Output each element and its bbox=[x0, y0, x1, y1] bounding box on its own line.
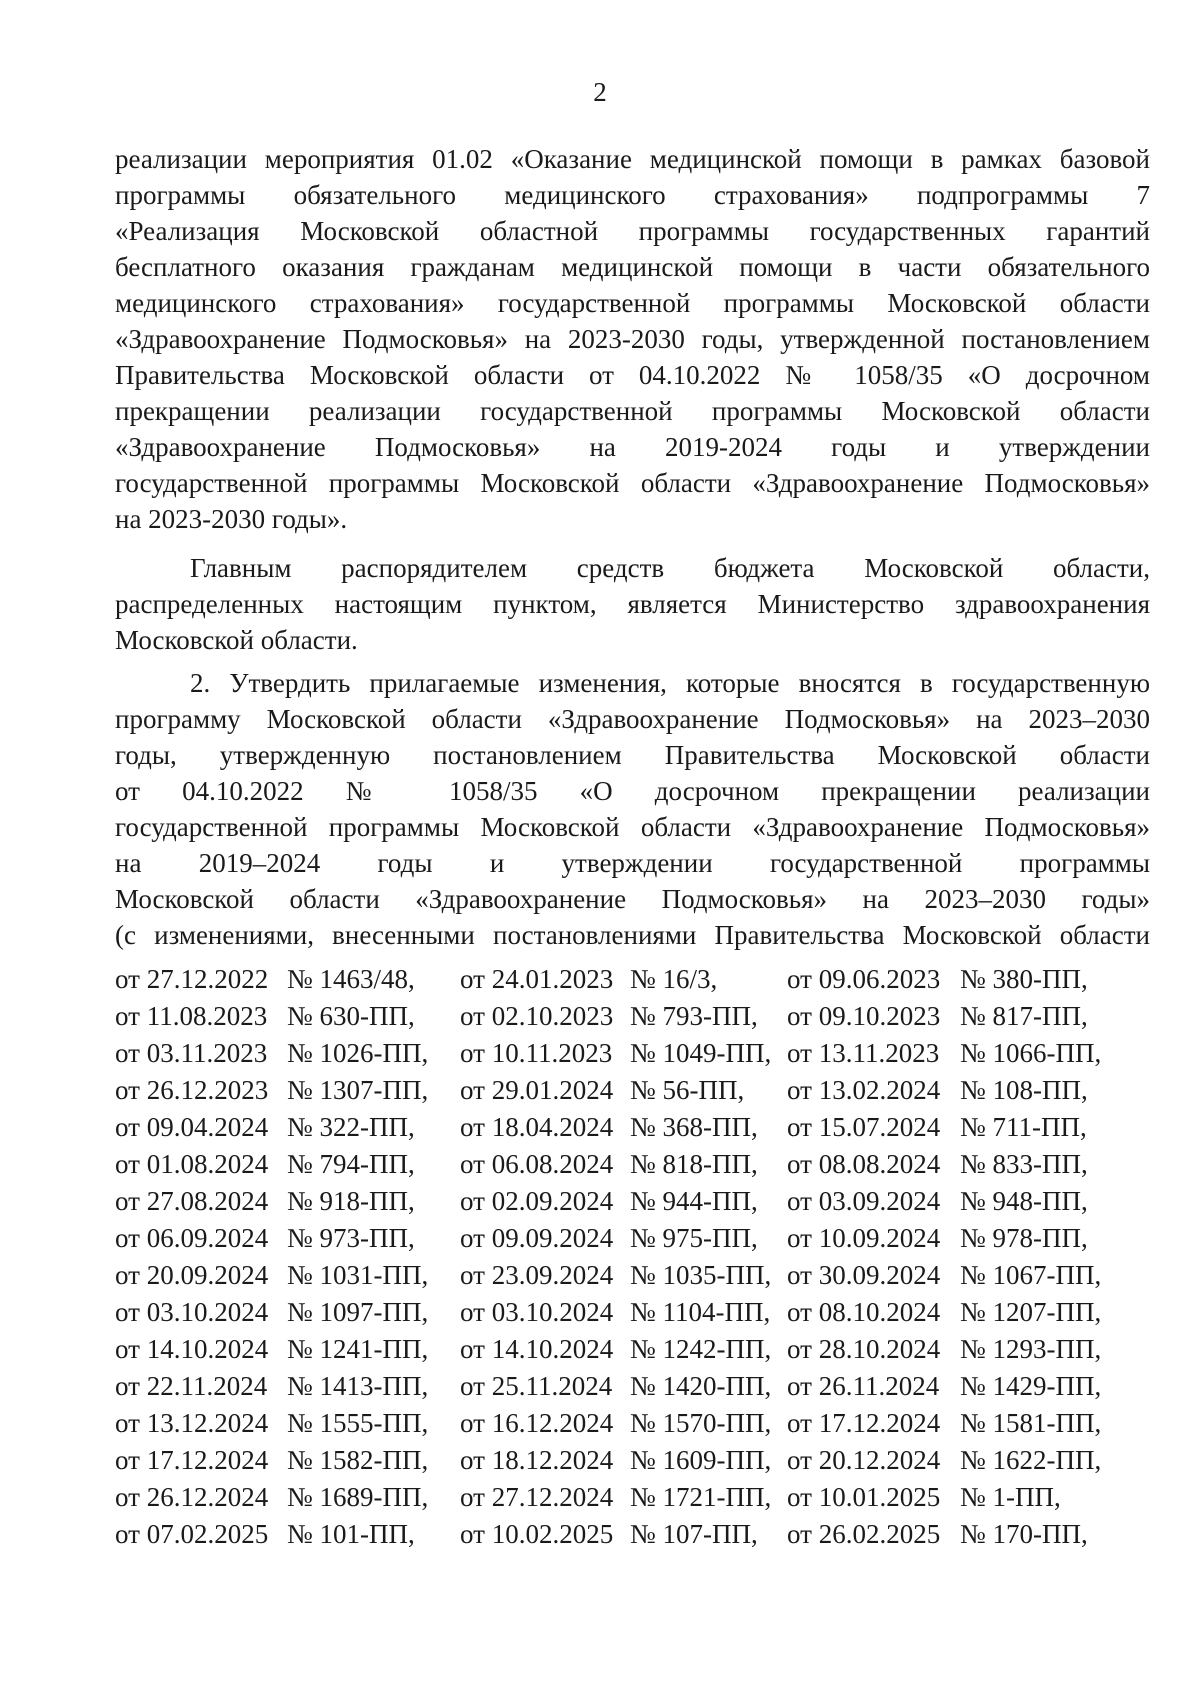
decree-number: № 975-ПП, bbox=[630, 1223, 758, 1253]
decree-number: № 170-ПП, bbox=[960, 1519, 1088, 1549]
decree-date: от 09.10.2023 bbox=[787, 1001, 941, 1031]
decree-date: от 08.08.2024 bbox=[787, 1149, 941, 1179]
decree-number: № 833-ПП, bbox=[960, 1149, 1088, 1179]
decree-date: от 03.11.2023 bbox=[115, 1038, 268, 1068]
decree-date: от 26.02.2025 bbox=[787, 1519, 941, 1549]
decree-number: № 101-ПП, bbox=[287, 1519, 415, 1549]
decree-number: № 711-ПП, bbox=[960, 1112, 1087, 1142]
decree-number: № 1689-ПП, bbox=[287, 1482, 429, 1512]
decree-number: № 56-ПП, bbox=[630, 1075, 745, 1105]
text-line: Главным распорядителем средств бюджета Московской области, bbox=[190, 553, 1150, 583]
paragraph-budget-manager bbox=[115, 550, 1150, 658]
decree-date: от 07.02.2025 bbox=[115, 1519, 269, 1549]
text-line: «Здравоохранение Подмосковья» на 2019-2024 годы и утверждении bbox=[115, 432, 1150, 462]
decree-date: от 13.02.2024 bbox=[787, 1075, 941, 1105]
decree-row bbox=[115, 1516, 1150, 1553]
decree-row bbox=[115, 1257, 1150, 1294]
page-number: 2 bbox=[593, 77, 607, 107]
decree-row bbox=[115, 998, 1150, 1035]
decree-date: от 10.02.2025 bbox=[460, 1519, 614, 1549]
decree-number: № 1097-ПП, bbox=[287, 1297, 429, 1327]
decree-number: № 1420-ПП, bbox=[630, 1371, 772, 1401]
decree-date: от 02.09.2024 bbox=[460, 1186, 614, 1216]
decree-row bbox=[115, 1331, 1150, 1368]
decree-date: от 10.01.2025 bbox=[787, 1482, 941, 1512]
decree-number: № 793-ПП, bbox=[630, 1001, 758, 1031]
decree-date: от 06.08.2024 bbox=[460, 1149, 614, 1179]
decree-number: № 1207-ПП, bbox=[960, 1297, 1102, 1327]
text-line: прекращении реализации государственной программы Московской области bbox=[115, 396, 1150, 426]
decree-number: № 1307-ПП, bbox=[287, 1075, 429, 1105]
text-line: от 04.10.2022 № 1058/35 «О досрочном прекращении реализации bbox=[115, 776, 1150, 806]
decree-number: № 1293-ПП, bbox=[960, 1334, 1102, 1364]
text-line: на 2023-2030 годы». bbox=[115, 504, 348, 534]
text-line: программы обязательного медицинского страхования» подпрограммы 7 bbox=[115, 180, 1150, 210]
decree-number: № 1463/48, bbox=[287, 964, 415, 994]
decree-date: от 17.12.2024 bbox=[787, 1408, 941, 1438]
decree-date: от 25.11.2024 bbox=[460, 1371, 613, 1401]
decree-row bbox=[115, 1146, 1150, 1183]
decree-date: от 10.09.2024 bbox=[787, 1223, 941, 1253]
text-line: 2. Утвердить прилагаемые изменения, которые вносятся в государственную bbox=[190, 668, 1150, 698]
decree-date: от 14.10.2024 bbox=[460, 1334, 614, 1364]
decree-date: от 03.10.2024 bbox=[115, 1297, 269, 1327]
decree-row bbox=[115, 1072, 1150, 1109]
decree-number: № 1555-ПП, bbox=[287, 1408, 429, 1438]
text-line: реализации мероприятия 01.02 «Оказание медицинской помощи в рамках базовой bbox=[115, 144, 1150, 174]
decree-number: № 1570-ПП, bbox=[630, 1408, 772, 1438]
text-line: государственной программы Московской области «Здравоохранение Подмосковья» bbox=[115, 812, 1150, 842]
decree-date: от 26.12.2023 bbox=[115, 1075, 269, 1105]
decree-date: от 13.12.2024 bbox=[115, 1408, 269, 1438]
text-line: «Здравоохранение Подмосковья» на 2023-2030 годы, утвержденной постановлением bbox=[115, 324, 1150, 354]
decree-date: от 17.12.2024 bbox=[115, 1445, 269, 1475]
decree-date: от 27.08.2024 bbox=[115, 1186, 269, 1216]
text-line: бесплатного оказания гражданам медицинской помощи в части обязательного bbox=[115, 252, 1150, 282]
decree-date: от 01.08.2024 bbox=[115, 1149, 269, 1179]
decree-number: № 16/3, bbox=[630, 964, 718, 994]
decree-date: от 20.09.2024 bbox=[115, 1260, 269, 1290]
decree-number: № 1035-ПП, bbox=[630, 1260, 772, 1290]
decree-number: № 1031-ПП, bbox=[287, 1260, 429, 1290]
decree-date: от 15.07.2024 bbox=[787, 1112, 941, 1142]
decree-row bbox=[115, 1368, 1150, 1405]
decree-date: от 26.12.2024 bbox=[115, 1482, 269, 1512]
decree-number: № 948-ПП, bbox=[960, 1186, 1088, 1216]
decree-number: № 368-ПП, bbox=[630, 1112, 758, 1142]
decree-number: № 630-ПП, bbox=[287, 1001, 415, 1031]
decree-date: от 29.01.2024 bbox=[460, 1075, 614, 1105]
decree-date: от 09.09.2024 bbox=[460, 1223, 614, 1253]
decree-number: № 944-ПП, bbox=[630, 1186, 758, 1216]
decree-date: от 16.12.2024 bbox=[460, 1408, 614, 1438]
text-line: распределенных настоящим пунктом, является Министерство здравоохранения bbox=[115, 589, 1150, 619]
decree-row bbox=[115, 1479, 1150, 1516]
decree-date: от 27.12.2024 bbox=[460, 1482, 614, 1512]
decree-number: № 1066-ПП, bbox=[960, 1038, 1102, 1068]
decree-date: от 24.01.2023 bbox=[460, 964, 614, 994]
decree-date: от 03.09.2024 bbox=[787, 1186, 941, 1216]
text-line: государственной программы Московской области «Здравоохранение Подмосковья» bbox=[115, 468, 1150, 498]
decree-date: от 03.10.2024 bbox=[460, 1297, 614, 1327]
decree-date: от 27.12.2022 bbox=[115, 964, 269, 994]
decree-date: от 18.04.2024 bbox=[460, 1112, 614, 1142]
decree-number: № 1581-ПП, bbox=[960, 1408, 1102, 1438]
decree-date: от 20.12.2024 bbox=[787, 1445, 941, 1475]
decree-row bbox=[115, 1405, 1150, 1442]
text-line: Правительства Московской области от 04.10.2022 № 1058/35 «О досрочном bbox=[115, 360, 1150, 390]
text-line: медицинского страхования» государственной программы Московской области bbox=[115, 288, 1150, 318]
decree-date: от 14.10.2024 bbox=[115, 1334, 269, 1364]
decree-number: № 380-ПП, bbox=[960, 964, 1088, 994]
decree-date: от 09.04.2024 bbox=[115, 1112, 269, 1142]
decree-number: № 1429-ПП, bbox=[960, 1371, 1102, 1401]
decree-number: № 1067-ПП, bbox=[960, 1260, 1102, 1290]
decree-number: № 1104-ПП, bbox=[630, 1297, 771, 1327]
decree-date: от 30.09.2024 bbox=[787, 1260, 941, 1290]
text-line: Московской области. bbox=[115, 625, 358, 655]
decree-date: от 22.11.2024 bbox=[115, 1371, 268, 1401]
decree-date: от 23.09.2024 bbox=[460, 1260, 614, 1290]
decree-number: № 1049-ПП, bbox=[630, 1038, 772, 1068]
amending-decrees-list bbox=[115, 961, 1150, 1553]
decree-number: № 1413-ПП, bbox=[287, 1371, 429, 1401]
text-line: на 2019–2024 годы и утверждении государственной программы bbox=[115, 848, 1150, 878]
decree-number: № 1242-ПП, bbox=[630, 1334, 772, 1364]
decree-row bbox=[115, 1220, 1150, 1257]
decree-row bbox=[115, 1294, 1150, 1331]
decree-date: от 08.10.2024 bbox=[787, 1297, 941, 1327]
decree-number: № 794-ПП, bbox=[287, 1149, 415, 1179]
decree-row bbox=[115, 1183, 1150, 1220]
decree-date: от 06.09.2024 bbox=[115, 1223, 269, 1253]
text-line: (с изменениями, внесенными постановлениями Правительства Московской области bbox=[115, 920, 1150, 950]
decree-date: от 18.12.2024 bbox=[460, 1445, 614, 1475]
decree-number: № 1622-ПП, bbox=[960, 1445, 1102, 1475]
decree-row bbox=[115, 961, 1150, 998]
decree-number: № 978-ПП, bbox=[960, 1223, 1088, 1253]
decree-date: от 13.11.2023 bbox=[787, 1038, 940, 1068]
decree-number: № 817-ПП, bbox=[960, 1001, 1088, 1031]
text-line: программу Московской области «Здравоохранение Подмосковья» на 2023–2030 bbox=[115, 704, 1150, 734]
decree-date: от 10.11.2023 bbox=[460, 1038, 613, 1068]
decree-date: от 02.10.2023 bbox=[460, 1001, 614, 1031]
decree-number: № 107-ПП, bbox=[630, 1519, 758, 1549]
decree-number: № 1721-ПП, bbox=[630, 1482, 772, 1512]
decree-number: № 1582-ПП, bbox=[287, 1445, 429, 1475]
decree-row bbox=[115, 1442, 1150, 1479]
decree-number: № 1-ПП, bbox=[960, 1482, 1061, 1512]
decree-number: № 818-ПП, bbox=[630, 1149, 758, 1179]
decree-date: от 09.06.2023 bbox=[787, 964, 941, 994]
decree-number: № 1026-ПП, bbox=[287, 1038, 429, 1068]
text-line: годы, утвержденную постановлением Правительства Московской области bbox=[115, 740, 1150, 770]
decree-number: № 108-ПП, bbox=[960, 1075, 1088, 1105]
decree-number: № 918-ПП, bbox=[287, 1186, 415, 1216]
decree-number: № 1241-ПП, bbox=[287, 1334, 429, 1364]
paragraph-program-funding bbox=[115, 141, 1150, 537]
decree-row bbox=[115, 1035, 1150, 1072]
decree-date: от 26.11.2024 bbox=[787, 1371, 940, 1401]
decree-number: № 322-ПП, bbox=[287, 1112, 415, 1142]
decree-date: от 28.10.2024 bbox=[787, 1334, 941, 1364]
text-line: «Реализация Московской областной программы государственных гарантий bbox=[115, 216, 1150, 246]
text-line: Московской области «Здравоохранение Подмосковья» на 2023–2030 годы» bbox=[115, 884, 1150, 914]
decree-number: № 1609-ПП, bbox=[630, 1445, 772, 1475]
decree-row bbox=[115, 1109, 1150, 1146]
decree-number: № 973-ПП, bbox=[287, 1223, 415, 1253]
decree-date: от 11.08.2023 bbox=[115, 1001, 268, 1031]
paragraph-approve-changes bbox=[115, 665, 1150, 953]
